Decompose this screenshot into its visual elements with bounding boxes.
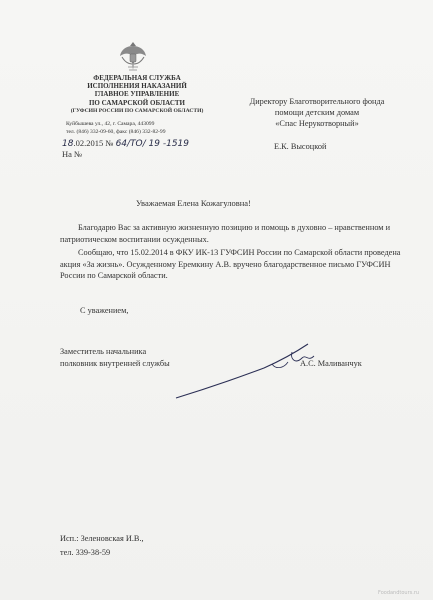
executor-phone: тел. 339-38-59: [60, 548, 111, 557]
letter-body: [60, 222, 408, 282]
recipient-block: [222, 96, 412, 129]
outgoing-no: 64/ТО/ 19 -1519: [115, 139, 190, 149]
signatory-title-line-1: Заместитель начальника: [60, 347, 147, 356]
org-line-4: ПО САМАРСКОЙ ОБЛАСТИ: [88, 98, 185, 107]
salutation: Уважаемая Елена Кожагуловна!: [136, 198, 251, 208]
org-address: [66, 121, 166, 136]
reply-to-label: На №: [62, 149, 83, 159]
signatory-title-line-2: полковник внутренней службы: [60, 358, 170, 368]
outgoing-no-label: №: [105, 138, 114, 148]
executor-block: [60, 532, 144, 560]
outgoing-number-line: [62, 138, 189, 149]
reply-to-line: [62, 149, 82, 159]
org-line-5: (ГУФСИН РОССИИ ПО САМАРСКОЙ ОБЛАСТИ): [70, 107, 204, 114]
closing: С уважением,: [80, 306, 129, 315]
org-line-2: ИСПОЛНЕНИЯ НАКАЗАНИЙ: [87, 82, 187, 91]
outgoing-date: .02.2015: [73, 138, 104, 148]
org-line-3: ГЛАВНОЕ УПРАВЛЕНИЕ: [94, 90, 180, 99]
organization-name: [62, 74, 212, 115]
recipient-name: Е.К. Высоцкой: [274, 142, 327, 151]
body-paragraph: Благодарю Вас за активную жизненную позицию и помощь в духовно – нравственном и патриотическом воспитании осужденных.: [60, 223, 391, 244]
site-watermark: Foodandtours.ru: [378, 590, 420, 596]
signatory-title: [60, 346, 170, 369]
org-line-1: ФЕДЕРАЛЬНАЯ СЛУЖБА: [93, 74, 181, 82]
executor-name: Исп.: Зеленовская И.В.,: [60, 534, 144, 543]
phone-fax-line: тел. (846) 332-09-60, факс (846) 332-82-99: [66, 128, 166, 135]
recipient-line-2: помощи детским домам: [274, 108, 360, 117]
body-paragraph: Сообщаю, что 15.02.2014 в ФКУ ИК-13 ГУФСИН России по Самарской области проведена акция «За жизнь». Осужденному Еремкину А.В. вручено благодарственное письмо ГУФСИН России по Самарской области.: [60, 248, 401, 281]
fsin-emblem-icon: [118, 40, 148, 74]
address-line: Куйбышева ул., 42, г. Самара, 443099: [66, 121, 155, 127]
signatory-name: А.С. Маливанчук: [300, 359, 362, 368]
recipient-line-3: «Спас Нерукотворный»: [275, 119, 359, 128]
recipient-line-1: Директору Благотворительного фонда: [249, 97, 385, 106]
handwritten-signature: [172, 340, 332, 404]
outgoing-day: 18: [62, 139, 74, 149]
